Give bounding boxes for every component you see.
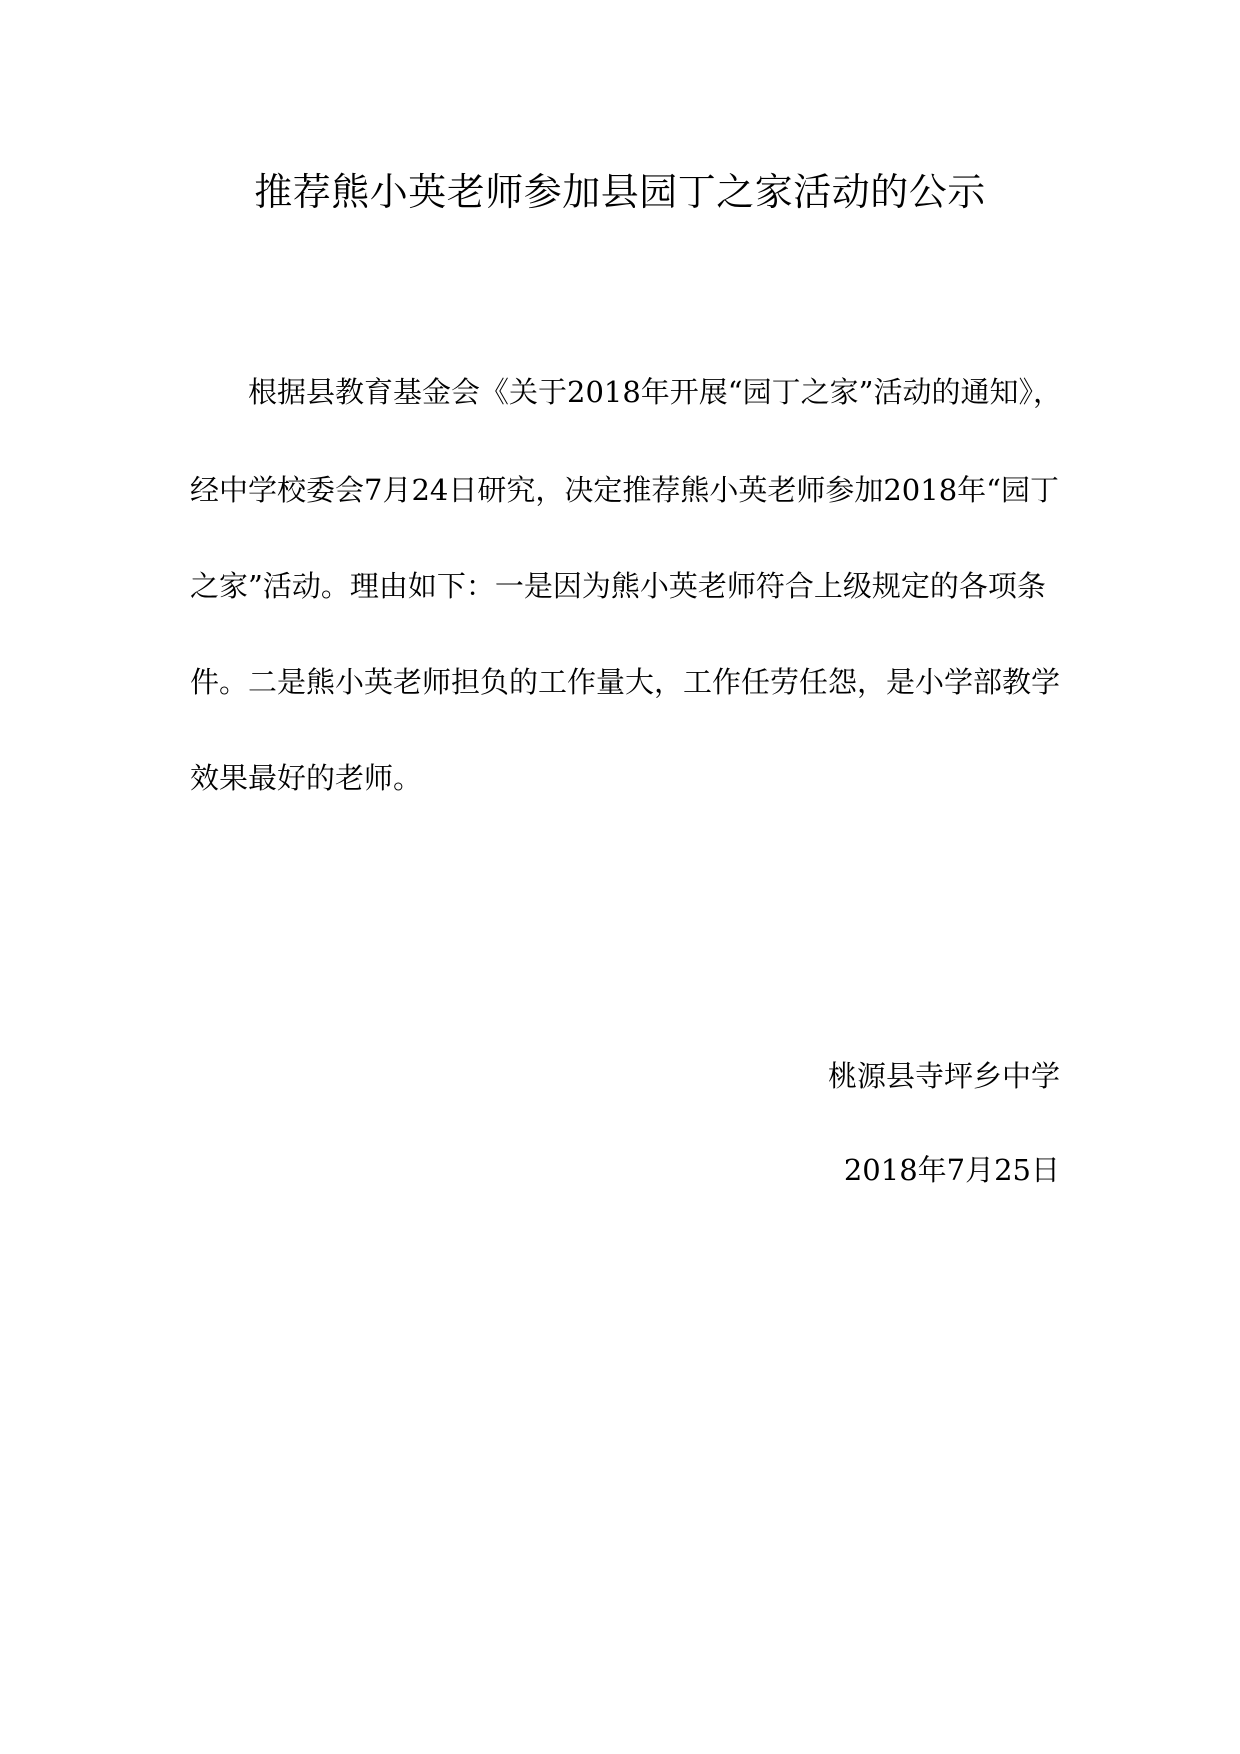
body-line-5: 效果最好的老师。	[190, 761, 423, 795]
body-line-1: 根据县教育基金会《关于2018年开展“园丁之家”活动的通知》，	[248, 375, 1062, 409]
body-line-4: 件。二是熊小英老师担负的工作量大，工作任劳任怨，是小学部教学	[190, 665, 1061, 699]
body-line-3: 之家”活动。理由如下：一是因为熊小英老师符合上级规定的各项条	[190, 569, 1046, 603]
document-title: 推荐熊小英老师参加县园丁之家活动的公示	[254, 170, 986, 214]
signature-date: 2018年7月25日	[843, 1153, 1060, 1187]
signature-organization: 桃源县寺坪乡中学	[827, 1059, 1060, 1093]
body-line-2: 经中学校委会7月24日研究，决定推荐熊小英老师参加2018年“园丁	[190, 473, 1059, 507]
